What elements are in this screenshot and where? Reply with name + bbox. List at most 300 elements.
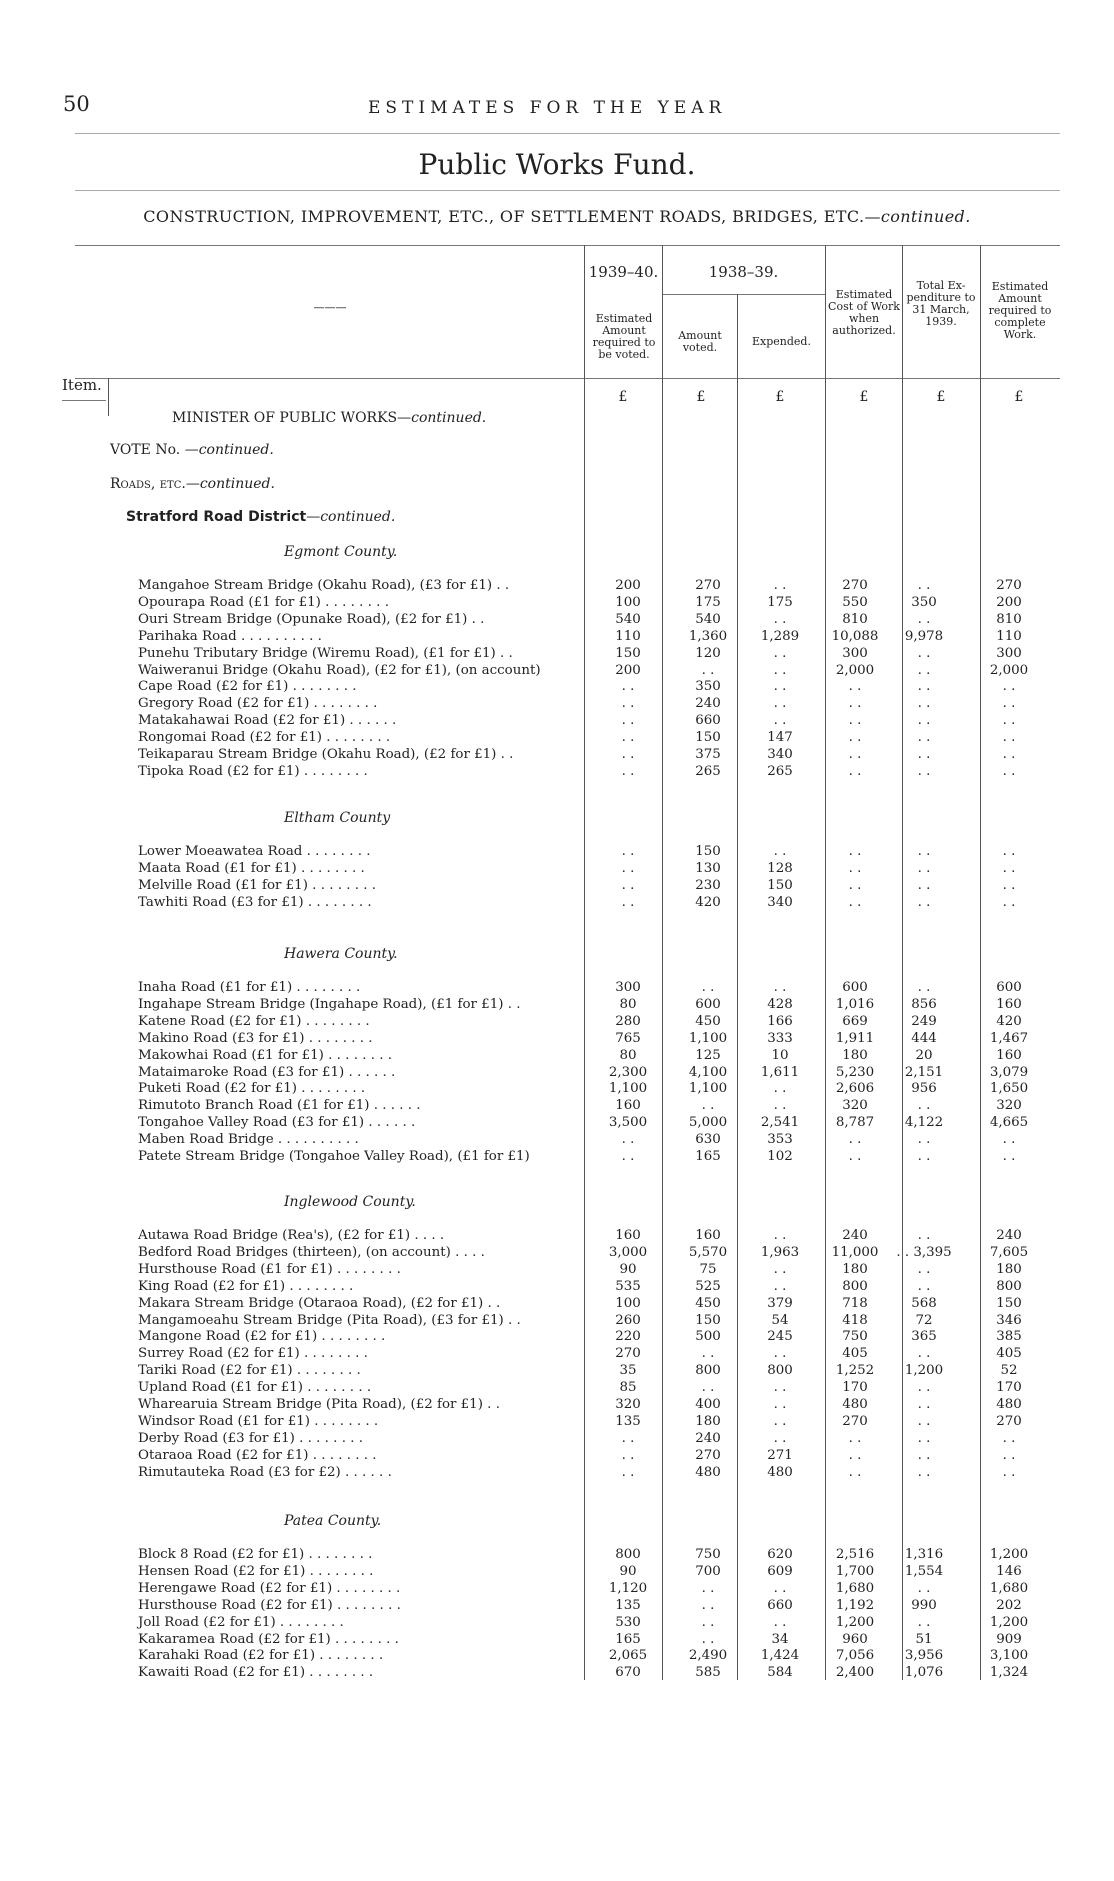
- amount-cell: 220: [615, 1329, 641, 1345]
- amount-cell: 1,200: [989, 1547, 1029, 1562]
- amount-cell: 800: [615, 1547, 641, 1562]
- amount-cell: 265: [767, 763, 793, 779]
- item-description: Upland Road (£1 for £1) . . . . . . . .: [138, 1380, 372, 1396]
- item-description: Tawhiti Road (£3 for £1) . . . . . . . .: [138, 894, 372, 910]
- amount-cell: . .: [773, 611, 787, 627]
- table-row: [0, 1581, 1114, 1597]
- amount-cell: 5,570: [688, 1244, 728, 1260]
- table-row: [0, 1149, 1114, 1165]
- col-expended: Expended.: [752, 335, 811, 348]
- amount-cell: . .: [848, 860, 862, 876]
- item-description: Lower Moeawatea Road . . . . . . . .: [138, 844, 371, 859]
- table-row: [0, 1296, 1114, 1312]
- amount-cell: 480: [695, 1464, 721, 1480]
- item-description: Rimutoto Branch Road (£1 for £1) . . . . . .: [138, 1098, 421, 1114]
- amount-cell: 2,151: [904, 1064, 944, 1080]
- item-description: Block 8 Road (£2 for £1) . . . . . . . .: [138, 1547, 373, 1562]
- amount-cell: 170: [996, 1380, 1022, 1396]
- amount-cell: . .: [917, 645, 931, 661]
- table-row: [0, 1228, 1114, 1244]
- amount-cell: . .: [773, 713, 787, 729]
- amount-cell: . .: [773, 1278, 787, 1294]
- amount-cell: 1,120: [608, 1580, 648, 1596]
- amount-cell: . .: [773, 645, 787, 661]
- amount-cell: 535: [615, 1278, 641, 1294]
- amount-cell: 100: [615, 1295, 641, 1311]
- amount-cell: . .: [1002, 877, 1016, 893]
- amount-cell: 405: [996, 1346, 1022, 1362]
- table-row: [0, 895, 1114, 911]
- amount-cell: 1,554: [904, 1563, 944, 1579]
- item-col-header: Item.: [62, 376, 102, 394]
- amount-cell: 660: [767, 1597, 793, 1613]
- amount-cell: 35: [619, 1363, 637, 1379]
- amount-cell: . .: [1002, 747, 1016, 762]
- item-description: Waiweranui Bridge (Okahu Road), (£2 for £1), (on account): [138, 662, 541, 678]
- amount-cell: 909: [996, 1631, 1022, 1647]
- amount-cell: . .: [848, 1132, 862, 1148]
- table-row: [0, 1346, 1114, 1362]
- amount-cell: . .: [848, 894, 862, 910]
- item-description: Tongahoe Valley Road (£3 for £1) . . . . . .: [138, 1115, 416, 1131]
- amount-cell: 525: [695, 1278, 721, 1294]
- amount-cell: 2,000: [989, 662, 1029, 678]
- amount-cell: 300: [615, 980, 641, 995]
- amount-cell: 2,300: [608, 1064, 648, 1080]
- amount-cell: 4,665: [989, 1115, 1029, 1131]
- amount-cell: . .: [1002, 1447, 1016, 1463]
- table-row: [0, 1115, 1114, 1131]
- table-row: [0, 1380, 1114, 1396]
- amount-cell: 810: [996, 611, 1022, 627]
- table-row: [0, 1048, 1114, 1064]
- pound-col-3: £: [775, 389, 785, 405]
- amount-cell: 620: [767, 1547, 793, 1562]
- table-row: [0, 730, 1114, 746]
- item-description: Mangamoeahu Stream Bridge (Pita Road), (£3 for £1) . .: [138, 1312, 521, 1328]
- amount-cell: . .: [701, 980, 715, 995]
- amount-cell: 3,100: [989, 1648, 1029, 1664]
- amount-cell: 600: [695, 996, 721, 1012]
- amount-cell: 800: [767, 1363, 793, 1379]
- amount-cell: 960: [842, 1631, 868, 1647]
- table-row: [0, 1665, 1114, 1681]
- amount-cell: . .: [773, 980, 787, 995]
- amount-cell: 180: [695, 1413, 721, 1429]
- amount-cell: . .: [917, 980, 931, 995]
- amount-cell: 300: [842, 645, 868, 661]
- amount-cell: 670: [615, 1665, 641, 1681]
- amount-cell: . .: [773, 662, 787, 678]
- amount-cell: . .: [848, 1430, 862, 1446]
- title-rule: [75, 190, 1060, 191]
- amount-cell: 280: [615, 1013, 641, 1029]
- item-underline: [62, 400, 106, 401]
- amount-cell: 810: [842, 611, 868, 627]
- amount-cell: 200: [996, 594, 1022, 610]
- amount-cell: 125: [695, 1047, 721, 1063]
- amount-cell: . .: [1002, 679, 1016, 695]
- table-row: [0, 1279, 1114, 1295]
- table-row: [0, 747, 1114, 763]
- amount-cell: 270: [842, 1413, 868, 1429]
- amount-cell: 1,424: [760, 1648, 800, 1664]
- amount-cell: 72: [915, 1312, 933, 1328]
- amount-cell: 568: [911, 1295, 937, 1311]
- amount-cell: 180: [842, 1047, 868, 1063]
- item-description: Ingahape Stream Bridge (Ingahape Road), (£1 for £1) . .: [138, 996, 521, 1012]
- amount-cell: 379: [767, 1295, 793, 1311]
- amount-cell: 270: [695, 1447, 721, 1463]
- amount-cell: 200: [615, 578, 641, 593]
- amount-cell: 80: [619, 1047, 637, 1063]
- table-row: [0, 595, 1114, 611]
- pound-col-1: £: [618, 389, 628, 405]
- amount-cell: . .: [917, 1278, 931, 1294]
- table-row: [0, 612, 1114, 628]
- amount-cell: . .: [917, 730, 931, 746]
- item-description: Rimutauteka Road (£3 for £2) . . . . . .: [138, 1464, 392, 1480]
- amount-cell: 1,100: [608, 1081, 648, 1097]
- amount-cell: 102: [767, 1149, 793, 1164]
- amount-cell: 240: [695, 696, 721, 712]
- amount-cell: 85: [619, 1380, 637, 1396]
- table-head-rule: [75, 378, 1060, 379]
- amount-cell: 54: [771, 1312, 789, 1328]
- amount-cell: 110: [615, 628, 641, 644]
- col-est-amount: Estimated Amount required to be voted.: [592, 312, 656, 361]
- table-row: [0, 1632, 1114, 1648]
- amount-cell: . .: [917, 1132, 931, 1148]
- vote-heading: VOTE No. —continued.: [110, 442, 274, 458]
- amount-cell: 585: [695, 1665, 721, 1681]
- amount-cell: 34: [771, 1631, 789, 1647]
- amount-cell: . .: [621, 1447, 635, 1463]
- amount-cell: . .: [701, 662, 715, 678]
- item-description: Opourapa Road (£1 for £1) . . . . . . . .: [138, 594, 389, 610]
- amount-cell: 180: [842, 1261, 868, 1277]
- item-description: Maben Road Bridge . . . . . . . . . .: [138, 1132, 359, 1148]
- amount-cell: 320: [842, 1098, 868, 1114]
- table-row: [0, 1081, 1114, 1097]
- amount-cell: 1,700: [835, 1563, 875, 1579]
- amount-cell: 2,490: [688, 1648, 728, 1664]
- amount-cell: . .: [917, 894, 931, 910]
- item-description: Bedford Road Bridges (thirteen), (on account) . . . .: [138, 1244, 485, 1260]
- amount-cell: 4,122: [904, 1115, 944, 1131]
- amount-cell: 420: [996, 1013, 1022, 1029]
- amount-cell: 1,680: [989, 1580, 1029, 1596]
- amount-cell: . .: [1002, 763, 1016, 779]
- table-top-rule: [75, 245, 1060, 246]
- desc-col-dash: ———: [313, 301, 347, 314]
- item-description: Gregory Road (£2 for £1) . . . . . . . .: [138, 696, 378, 712]
- amount-cell: 128: [767, 860, 793, 876]
- table-row: [0, 1615, 1114, 1631]
- amount-cell: 750: [842, 1329, 868, 1345]
- table-row: [0, 1098, 1114, 1114]
- amount-cell: 3,079: [989, 1064, 1029, 1080]
- fund-title: Public Works Fund.: [418, 148, 696, 181]
- item-description: Hursthouse Road (£2 for £1) . . . . . . . .: [138, 1597, 401, 1613]
- item-description: Joll Road (£2 for £1) . . . . . . . .: [138, 1614, 344, 1630]
- amount-cell: . .: [621, 894, 635, 910]
- item-description: Hursthouse Road (£1 for £1) . . . . . . . .: [138, 1261, 401, 1277]
- item-description: Melville Road (£1 for £1) . . . . . . . .: [138, 877, 377, 893]
- amount-cell: 180: [996, 1261, 1022, 1277]
- amount-cell: 584: [767, 1665, 793, 1681]
- amount-cell: 2,000: [835, 662, 875, 678]
- amount-cell: 1,016: [835, 996, 875, 1012]
- amount-cell: . .: [917, 1580, 931, 1596]
- pound-col-2: £: [696, 389, 706, 405]
- amount-cell: . .: [917, 1228, 931, 1243]
- table-subtitle: [0, 207, 1114, 226]
- item-description: Otaraoa Road (£2 for £1) . . . . . . . .: [138, 1447, 377, 1463]
- amount-cell: 270: [996, 1413, 1022, 1429]
- table-row: [0, 1465, 1114, 1481]
- amount-cell: . .: [773, 1413, 787, 1429]
- amount-cell: . .: [917, 1464, 931, 1480]
- amount-cell: . .: [917, 679, 931, 695]
- amount-cell: 3,000: [608, 1244, 648, 1260]
- amount-cell: . .: [917, 611, 931, 627]
- amount-cell: . .: [701, 1380, 715, 1396]
- county-heading: Eltham County: [284, 810, 391, 826]
- amount-cell: 1,911: [835, 1030, 875, 1046]
- amount-cell: 2,541: [760, 1115, 800, 1131]
- item-description: Hensen Road (£2 for £1) . . . . . . . .: [138, 1563, 374, 1579]
- amount-cell: 540: [615, 611, 641, 627]
- amount-cell: . .: [773, 1098, 787, 1114]
- subtitle-cont: —continued.: [864, 207, 971, 226]
- amount-cell: 1,200: [904, 1363, 944, 1379]
- amount-cell: 240: [996, 1228, 1022, 1243]
- amount-cell: 5,230: [835, 1064, 875, 1080]
- amount-cell: . .: [773, 1228, 787, 1243]
- amount-cell: 120: [695, 645, 721, 661]
- table-row: [0, 1564, 1114, 1580]
- amount-cell: 240: [842, 1228, 868, 1243]
- amount-cell: 240: [695, 1430, 721, 1446]
- amount-cell: . .: [773, 696, 787, 712]
- item-description: Ouri Stream Bridge (Opunake Road), (£2 for £1) . .: [138, 611, 485, 627]
- col-total-exp: Total Ex- penditure to 31 March, 1939.: [906, 279, 976, 328]
- amount-cell: 444: [911, 1030, 937, 1046]
- amount-cell: 260: [615, 1312, 641, 1328]
- amount-cell: . .: [848, 1447, 862, 1463]
- amount-cell: 420: [695, 894, 721, 910]
- col-year-a: 1939–40.: [588, 263, 659, 281]
- item-description: Karahaki Road (£2 for £1) . . . . . . . .: [138, 1648, 384, 1664]
- amount-cell: 5,000: [688, 1115, 728, 1131]
- amount-cell: 270: [615, 1346, 641, 1362]
- page-number: 50: [63, 92, 90, 116]
- item-description: Katene Road (£2 for £1) . . . . . . . .: [138, 1013, 370, 1029]
- table-row: [0, 1648, 1114, 1664]
- amount-cell: 405: [842, 1346, 868, 1362]
- amount-cell: 428: [767, 996, 793, 1012]
- item-description: Matakahawai Road (£2 for £1) . . . . . .: [138, 713, 397, 729]
- county-heading: Hawera County.: [284, 946, 398, 962]
- amount-cell: 500: [695, 1329, 721, 1345]
- table-row: [0, 861, 1114, 877]
- item-description: Makino Road (£3 for £1) . . . . . . . .: [138, 1030, 373, 1046]
- amount-cell: 340: [767, 747, 793, 762]
- item-description: Kakaramea Road (£2 for £1) . . . . . . . .: [138, 1631, 399, 1647]
- amount-cell: 385: [996, 1329, 1022, 1345]
- amount-cell: 150: [695, 730, 721, 746]
- amount-cell: . .: [621, 844, 635, 859]
- amount-cell: 90: [619, 1563, 637, 1579]
- amount-cell: . .: [917, 877, 931, 893]
- item-description: Autawa Road Bridge (Rea's), (£2 for £1) . . . .: [138, 1228, 445, 1243]
- table-row: [0, 1547, 1114, 1563]
- table-row: [0, 1014, 1114, 1030]
- amount-cell: 480: [767, 1464, 793, 1480]
- amount-cell: . .: [773, 1580, 787, 1596]
- amount-cell: 320: [996, 1098, 1022, 1114]
- amount-cell: . .: [621, 1430, 635, 1446]
- amount-cell: 1,200: [835, 1614, 875, 1630]
- table-row: [0, 997, 1114, 1013]
- amount-cell: . .: [701, 1346, 715, 1362]
- table-row: [0, 663, 1114, 679]
- amount-cell: . .: [621, 763, 635, 779]
- amount-cell: 956: [911, 1081, 937, 1097]
- amount-cell: . .: [701, 1580, 715, 1596]
- amount-cell: 80: [619, 996, 637, 1012]
- item-description: Herengawe Road (£2 for £1) . . . . . . . .: [138, 1580, 401, 1596]
- item-description: Tipoka Road (£2 for £1) . . . . . . . .: [138, 763, 368, 779]
- table-row: [0, 646, 1114, 662]
- amount-cell: 480: [842, 1397, 868, 1412]
- amount-cell: 700: [695, 1563, 721, 1579]
- amount-cell: 1,316: [904, 1547, 944, 1562]
- table-row: [0, 1448, 1114, 1464]
- amount-cell: 130: [695, 860, 721, 876]
- amount-cell: 135: [615, 1413, 641, 1429]
- amount-cell: 150: [695, 1312, 721, 1328]
- amount-cell: 160: [615, 1098, 641, 1114]
- amount-cell: 340: [767, 894, 793, 910]
- amount-cell: 202: [996, 1597, 1022, 1613]
- amount-cell: . .: [621, 696, 635, 712]
- amount-cell: . .: [1002, 844, 1016, 859]
- amount-cell: . .: [1002, 713, 1016, 729]
- amount-cell: 20: [915, 1047, 933, 1063]
- amount-cell: . .: [1002, 1430, 1016, 1446]
- amount-cell: . .: [917, 1380, 931, 1396]
- amount-cell: 110: [996, 628, 1022, 644]
- amount-cell: 160: [615, 1228, 641, 1243]
- pound-col-5: £: [936, 389, 946, 405]
- table-row: [0, 679, 1114, 695]
- amount-cell: . .: [1002, 696, 1016, 712]
- item-description: Inaha Road (£1 for £1) . . . . . . . .: [138, 980, 361, 995]
- amount-cell: . .: [917, 860, 931, 876]
- item-description: Puketi Road (£2 for £1) . . . . . . . .: [138, 1081, 366, 1097]
- amount-cell: . .: [773, 1397, 787, 1412]
- table-row: [0, 578, 1114, 594]
- amount-cell: . .: [621, 1132, 635, 1148]
- item-description: Kawaiti Road (£2 for £1) . . . . . . . .: [138, 1665, 374, 1681]
- amount-cell: 90: [619, 1261, 637, 1277]
- amount-cell: 800: [695, 1363, 721, 1379]
- amount-cell: . .: [773, 578, 787, 593]
- amount-cell: . .: [1002, 1132, 1016, 1148]
- item-description: Tariki Road (£2 for £1) . . . . . . . .: [138, 1363, 361, 1379]
- amount-cell: . .: [848, 747, 862, 762]
- running-head: ESTIMATES FOR THE YEAR: [368, 98, 727, 118]
- amount-cell: 8,787: [835, 1115, 875, 1131]
- amount-cell: . .: [917, 844, 931, 859]
- item-description: Cape Road (£2 for £1) . . . . . . . .: [138, 679, 357, 695]
- minister-heading: MINISTER OF PUBLIC WORKS—continued.: [172, 410, 487, 426]
- amount-cell: 1,324: [989, 1665, 1029, 1681]
- amount-cell: . .: [848, 730, 862, 746]
- amount-cell: 1,100: [688, 1030, 728, 1046]
- roads-heading: Roads, etc.—continued.: [110, 476, 275, 492]
- table-row: [0, 1031, 1114, 1047]
- amount-cell: . .: [917, 713, 931, 729]
- amount-cell: 346: [996, 1312, 1022, 1328]
- amount-cell: 271: [767, 1447, 793, 1463]
- amount-cell: 2,606: [835, 1081, 875, 1097]
- amount-cell: . .: [917, 696, 931, 712]
- item-description: Makowhai Road (£1 for £1) . . . . . . . .: [138, 1047, 392, 1063]
- amount-cell: 765: [615, 1030, 641, 1046]
- amount-cell: 166: [767, 1013, 793, 1029]
- col-est-cost: Estimated Cost of Work when authorized.: [828, 288, 900, 337]
- amount-cell: 800: [842, 1278, 868, 1294]
- amount-cell: 630: [695, 1132, 721, 1148]
- amount-cell: 1,650: [989, 1081, 1029, 1097]
- amount-cell: 175: [695, 594, 721, 610]
- amount-cell: 175: [767, 594, 793, 610]
- amount-cell: 530: [615, 1614, 641, 1630]
- table-row: [0, 1132, 1114, 1148]
- amount-cell: 1,611: [760, 1064, 800, 1080]
- amount-cell: 10: [771, 1047, 789, 1063]
- amount-cell: . .: [621, 1464, 635, 1480]
- pound-col-4: £: [859, 389, 869, 405]
- amount-cell: 265: [695, 763, 721, 779]
- item-description: Patete Stream Bridge (Tongahoe Valley Road), (£1 for £1): [138, 1149, 530, 1164]
- amount-cell: . .: [917, 1614, 931, 1630]
- amount-cell: 75: [699, 1261, 717, 1277]
- item-description: Makara Stream Bridge (Otaraoa Road), (£2 for £1) . .: [138, 1295, 501, 1311]
- amount-cell: . .: [848, 844, 862, 859]
- amount-cell: . .: [621, 747, 635, 762]
- amount-cell: 7,605: [989, 1244, 1029, 1260]
- amount-cell: . .: [1002, 730, 1016, 746]
- table-row: [0, 878, 1114, 894]
- amount-cell: 1,680: [835, 1580, 875, 1596]
- amount-cell: . .: [848, 763, 862, 779]
- amount-cell: . .: [1002, 894, 1016, 910]
- amount-cell: 2,400: [835, 1665, 875, 1681]
- amount-cell: 230: [695, 877, 721, 893]
- subtitle-main: CONSTRUCTION, IMPROVEMENT, ETC., OF SETTLEMENT ROADS, BRIDGES, ETC.: [143, 207, 865, 226]
- amount-cell: . .: [917, 1397, 931, 1412]
- amount-cell: 1,200: [989, 1614, 1029, 1630]
- amount-cell: 550: [842, 594, 868, 610]
- amount-cell: 160: [996, 996, 1022, 1012]
- amount-cell: . .: [917, 747, 931, 762]
- amount-cell: 3,956: [904, 1648, 944, 1664]
- table-row: [0, 1313, 1114, 1329]
